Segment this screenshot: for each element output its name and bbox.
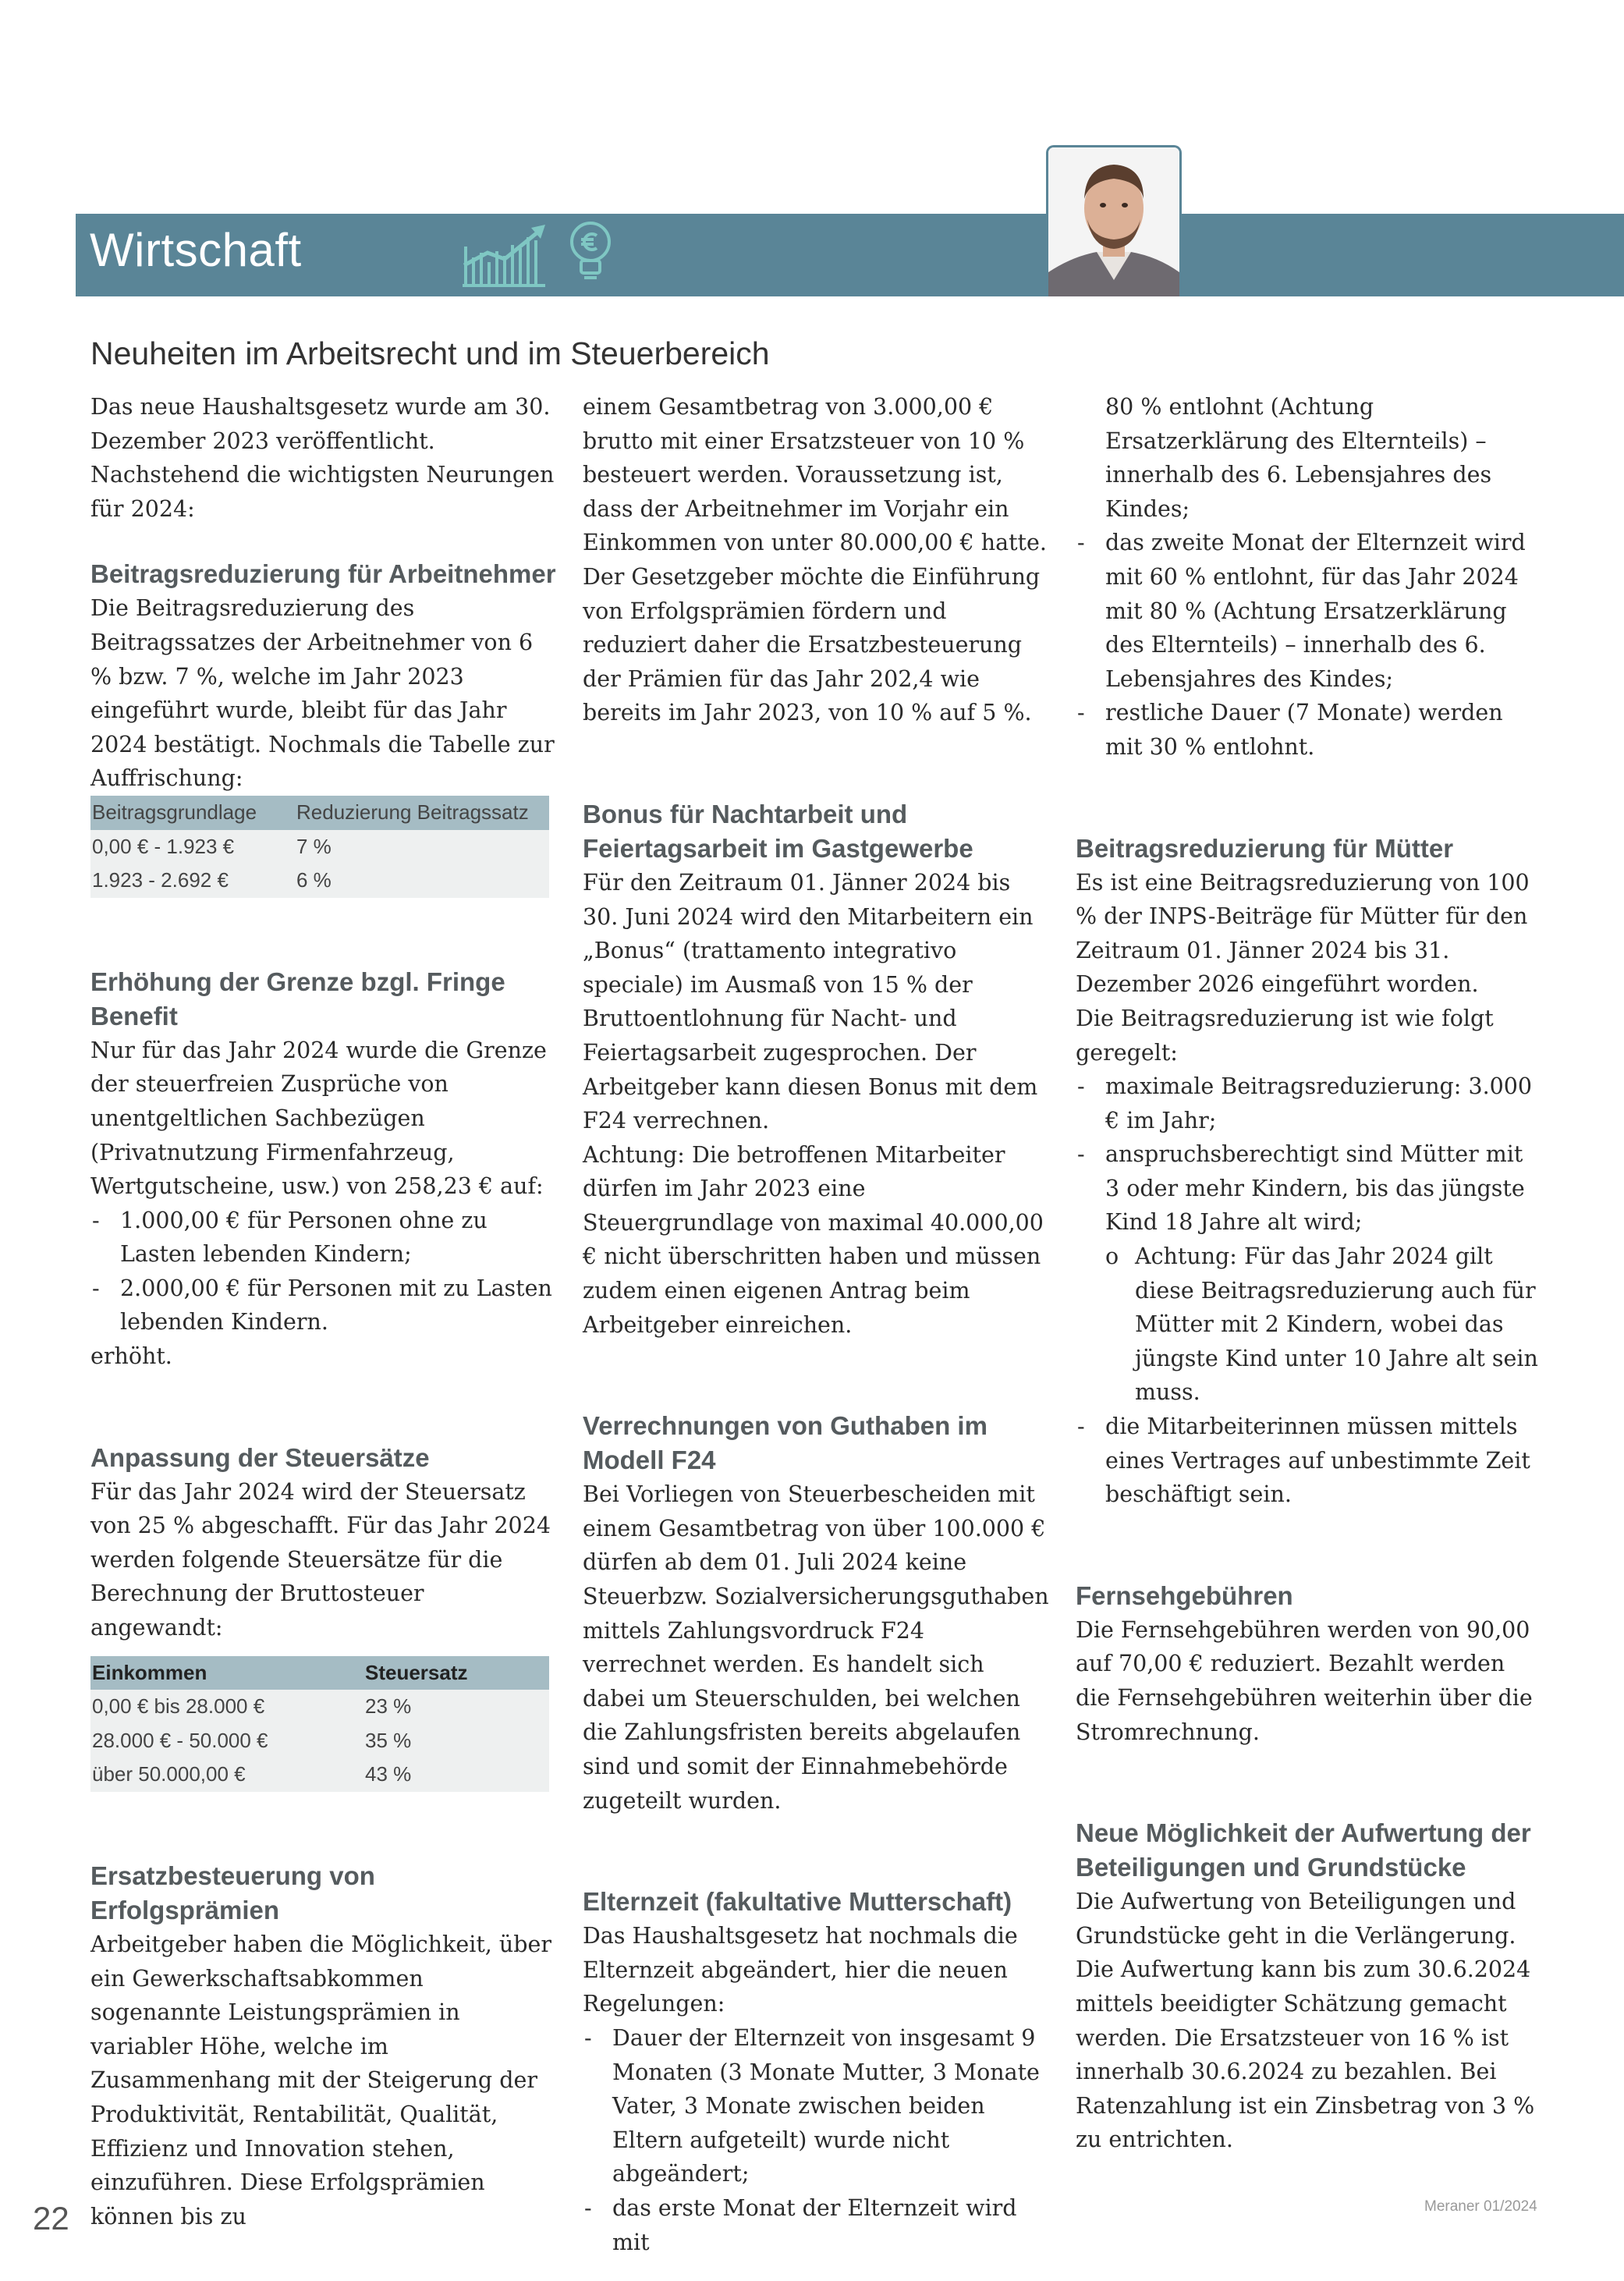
list-item: - die Mitarbeiterinnen müssen mittels eines Vertrages auf unbestimmte Zeit beschäftigt sein. bbox=[1076, 1410, 1544, 1512]
table-cell: 7 % bbox=[296, 834, 332, 858]
paragraph: Für das Jahr 2024 wird der Steuersatz von 25 % abgeschafft. Für das Jahr 2024 werden folgende Steuersätze für die Berechnung der Bruttosteuer angewandt: bbox=[90, 1478, 551, 1641]
paragraph: Die Aufwertung von Beteiligungen und Grundstücke geht in die Verlängerung. Die Aufwertung kann bis zum 30.6.2024 mittels beeidigter Schätzung gemacht werden. Die Ersatzsteuer von 16 % ist innerhalb 30.6.2024 zu bezahlen. Bei Ratenzahlung ist ein Zinsbetrag von 3 % zu entrichten. bbox=[1076, 1889, 1535, 2153]
table-cell: über 50.000,00 € bbox=[92, 1762, 246, 1786]
column-1 bbox=[90, 390, 558, 2233]
table-header: Einkommen bbox=[90, 1656, 363, 1690]
heading-elternzeit: Elternzeit (fakultative Mutterschaft) bbox=[583, 1887, 1012, 1917]
heading-aufwertung: Neue Möglichkeit der Aufwertung der Beteiligungen und Grundstücke bbox=[1076, 1818, 1531, 1882]
muetter-list bbox=[1076, 1070, 1544, 1512]
table-cell: 0,00 € bis 28.000 € bbox=[92, 1694, 265, 1719]
sub-list-item: o Achtung: Für das Jahr 2024 gilt diese Beitragsreduzierung auch für Mütter mit 2 Kindern, wobei das jüngste Kind unter 10 Jahre alt sein muss. bbox=[1105, 1240, 1544, 1410]
publication-footer: Meraner 01/2024 bbox=[1424, 2198, 1537, 2215]
table-header: Steuersatz bbox=[363, 1656, 549, 1690]
page-number: 22 bbox=[33, 2200, 69, 2237]
heading-erfolgspraemien: Ersatzbesteuerung von Erfolgsprämien bbox=[90, 1861, 375, 1924]
contribution-table bbox=[90, 796, 549, 898]
table-header: Beitragsgrundlage bbox=[90, 796, 295, 830]
fringe-benefit-list bbox=[90, 1204, 558, 1339]
heading-fringe-benefit: Erhöhung der Grenze bzgl. Fringe Benefit bbox=[90, 967, 505, 1031]
section-title: Wirtschaft bbox=[90, 224, 302, 276]
list-item: - das zweite Monat der Elternzeit wird mit 60 % entlohnt, für das Jahr 2024 mit 80 % (Achtung Ersatzerklärung des Elternteils) – innerhalb des 6. Lebensjahres des Kindes; bbox=[1076, 526, 1544, 696]
table-cell: 1.923 - 2.692 € bbox=[92, 868, 229, 892]
table-row bbox=[90, 864, 549, 898]
heading-verrechnungen-f24: Verrechnungen von Guthaben im Modell F24 bbox=[583, 1411, 988, 1475]
list-item-text: anspruchsberechtigt sind Mütter mit 3 oder mehr Kindern, bis das jüngste Kind 18 Jahre alt wird; bbox=[1105, 1141, 1525, 1236]
table-cell: 0,00 € - 1.923 € bbox=[92, 834, 235, 858]
table-cell: 35 % bbox=[365, 1728, 412, 1752]
paragraph: Für den Zeitraum 01. Jänner 2024 bis 30. Juni 2024 wird den Mitarbeitern ein „Bonus“ (trattamento integrativo speciale) im Ausmaß von 15 % der Bruttoentlohnung für Nacht- und Feiertagsarbeit zugesprochen. Der Arbeitgeber kann diesen Bonus mit dem F24 verrechnen. bbox=[583, 869, 1038, 1134]
elternzeit-list-continued bbox=[1076, 526, 1544, 764]
paragraph: Bei Vorliegen von Steuerbescheiden mit einem Gesamtbetrag von über 100.000 € dürfen ab dem 01. Juli 2024 keine Steuerbzw. Sozialversicherungsguthaben mittels Zahlungsvordruck F24 verrechnet werden. Es handelt sich dabei um Steuerschulden, bei welchen die Zahlungsfristen bereits abgelaufen sind und somit der Einnahmebehörde zugeteilt wurden. bbox=[583, 1481, 1049, 1814]
table-cell: 23 % bbox=[365, 1694, 412, 1719]
table-row bbox=[90, 1690, 549, 1724]
section-banner bbox=[76, 214, 1624, 296]
paragraph: einem Gesamtbetrag von 3.000,00 € brutto mit einer Ersatzsteuer von 10 % besteuert werden. Voraussetzung ist, dass der Arbeitnehmer im Vorjahr ein Einkommen von unter 80.000,00 € hatte. bbox=[583, 394, 1047, 556]
paragraph: Achtung: Die betroffenen Mitarbeiter dürfen im Jahr 2023 eine Steuergrundlage von maximal 40.000,00 € nicht überschritten haben und müssen zudem einen eigenen Antrag beim Arbeitgeber einreichen. bbox=[583, 1141, 1044, 1338]
list-item bbox=[1076, 1137, 1544, 1410]
paragraph: Die Beitragsreduzierung des Beitragssatzes der Arbeitnehmer von 6 % bzw. 7 %, welche im Jahr 2023 eingeführt wurde, bleibt für das Jahr 2024 bestätigt. Nochmals die Tabelle zur Auffrischung: bbox=[90, 595, 555, 792]
table-cell: 6 % bbox=[296, 868, 332, 892]
heading-steuersaetze: Anpassung der Steuersätze bbox=[90, 1442, 430, 1472]
paragraph: Nur für das Jahr 2024 wurde die Grenze der steuerfreien Zusprüche von unentgeltlichen Sachbezügen (Privatnutzung Firmenfahrzeug, Wertgutscheine, usw.) von 258,23 € auf: bbox=[90, 1037, 547, 1200]
paragraph: Arbeitgeber haben die Möglichkeit, über ein Gewerkschaftsabkommen sogenannte Leistungsprämien in variabler Höhe, welche im Zusammenhang mit der Steigerung der Produktivität, Rentabilität, Qualität, Effizienz und Innovation stehen, einzuführen. Diese Erfolgsprämien können bis zu bbox=[90, 1932, 551, 2230]
table-row bbox=[90, 1758, 549, 1792]
list-item: - maximale Beitragsreduzierung: 3.000 € im Jahr; bbox=[1076, 1070, 1544, 1137]
paragraph: Der Gesetzgeber möchte die Einführung von Erfolgsprämien fördern und reduziert daher die Ersatzbesteuerung der Prämien für das Jahr 202,4 wie bereits im Jahr 2023, von 10 % auf 5 %. bbox=[583, 563, 1041, 726]
sub-list bbox=[1105, 1240, 1544, 1410]
table-header-row bbox=[90, 1656, 549, 1690]
paragraph: Die Beitragsreduzierung ist wie folgt geregelt: bbox=[1076, 1005, 1494, 1066]
list-item: - Dauer der Elternzeit von insgesamt 9 Monaten (3 Monate Mutter, 3 Monate Vater, 3 Monate zwischen beiden Eltern aufgeteilt) wurde nicht abgeändert; bbox=[583, 2021, 1051, 2191]
growth-chart-icon bbox=[458, 218, 637, 292]
elternzeit-list bbox=[583, 2021, 1051, 2259]
list-item: - restliche Dauer (7 Monate) werden mit 30 % entlohnt. bbox=[1076, 696, 1544, 764]
author-photo bbox=[1046, 145, 1182, 296]
paragraph: Die Fernsehgebühren werden von 90,00 auf 70,00 € reduziert. Bezahlt werden die Fernsehgebühren weiterhin über die Stromrechnung. bbox=[1076, 1616, 1533, 1745]
heading-bonus-nachtarbeit: Bonus für Nachtarbeit und Feiertagsarbeit im Gastgewerbe bbox=[583, 799, 973, 863]
paragraph: erhöht. bbox=[90, 1343, 172, 1370]
heading-beitragsreduzierung-muetter: Beitragsreduzierung für Mütter bbox=[1076, 833, 1454, 863]
column-3 bbox=[1076, 390, 1544, 2157]
table-cell: 43 % bbox=[365, 1762, 412, 1786]
heading-fernsehgebuehren: Fernsehgebühren bbox=[1076, 1580, 1293, 1610]
list-continuation: 80 % entlohnt (Achtung Ersatzerklärung des Elternteils) – innerhalb des 6. Lebensjahres des Kindes; bbox=[1105, 394, 1492, 522]
list-item: - das erste Monat der Elternzeit wird mit bbox=[583, 2191, 1051, 2259]
paragraph: Es ist eine Beitragsreduzierung von 100 % der INPS-Beiträge für Mütter für den Zeitraum 01. Jänner 2024 bis 31. Dezember 2026 eingeführt worden. bbox=[1076, 869, 1530, 998]
heading-beitragsreduzierung-arbeitnehmer: Beitragsreduzierung für Arbeitnehmer bbox=[90, 559, 556, 589]
banner-icons bbox=[458, 218, 637, 295]
lightbulb-euro-icon bbox=[572, 218, 609, 278]
intro-paragraph: Das neue Haushaltsgesetz wurde am 30. Dezember 2023 veröffentlicht. Nachstehend die wichtigsten Neurungen für 2024: bbox=[90, 394, 555, 522]
column-2 bbox=[583, 390, 1051, 2259]
table-header-row bbox=[90, 796, 549, 830]
article-headline: Neuheiten im Arbeitsrecht und im Steuerbereich bbox=[90, 335, 770, 371]
list-item: - 1.000,00 € für Personen ohne zu Lasten lebenden Kindern; bbox=[90, 1204, 558, 1272]
table-row bbox=[90, 1724, 549, 1758]
table-row bbox=[90, 830, 549, 864]
table-header: Reduzierung Beitragssatz bbox=[295, 796, 549, 830]
paragraph: Das Haushaltsgesetz hat nochmals die Elternzeit abgeändert, hier die neuen Regelungen: bbox=[583, 1923, 1018, 2017]
tax-rate-table bbox=[90, 1656, 549, 1792]
table-cell: 28.000 € - 50.000 € bbox=[92, 1728, 268, 1752]
list-item: - 2.000,00 € für Personen mit zu Lasten lebenden Kindern. bbox=[90, 1272, 558, 1339]
